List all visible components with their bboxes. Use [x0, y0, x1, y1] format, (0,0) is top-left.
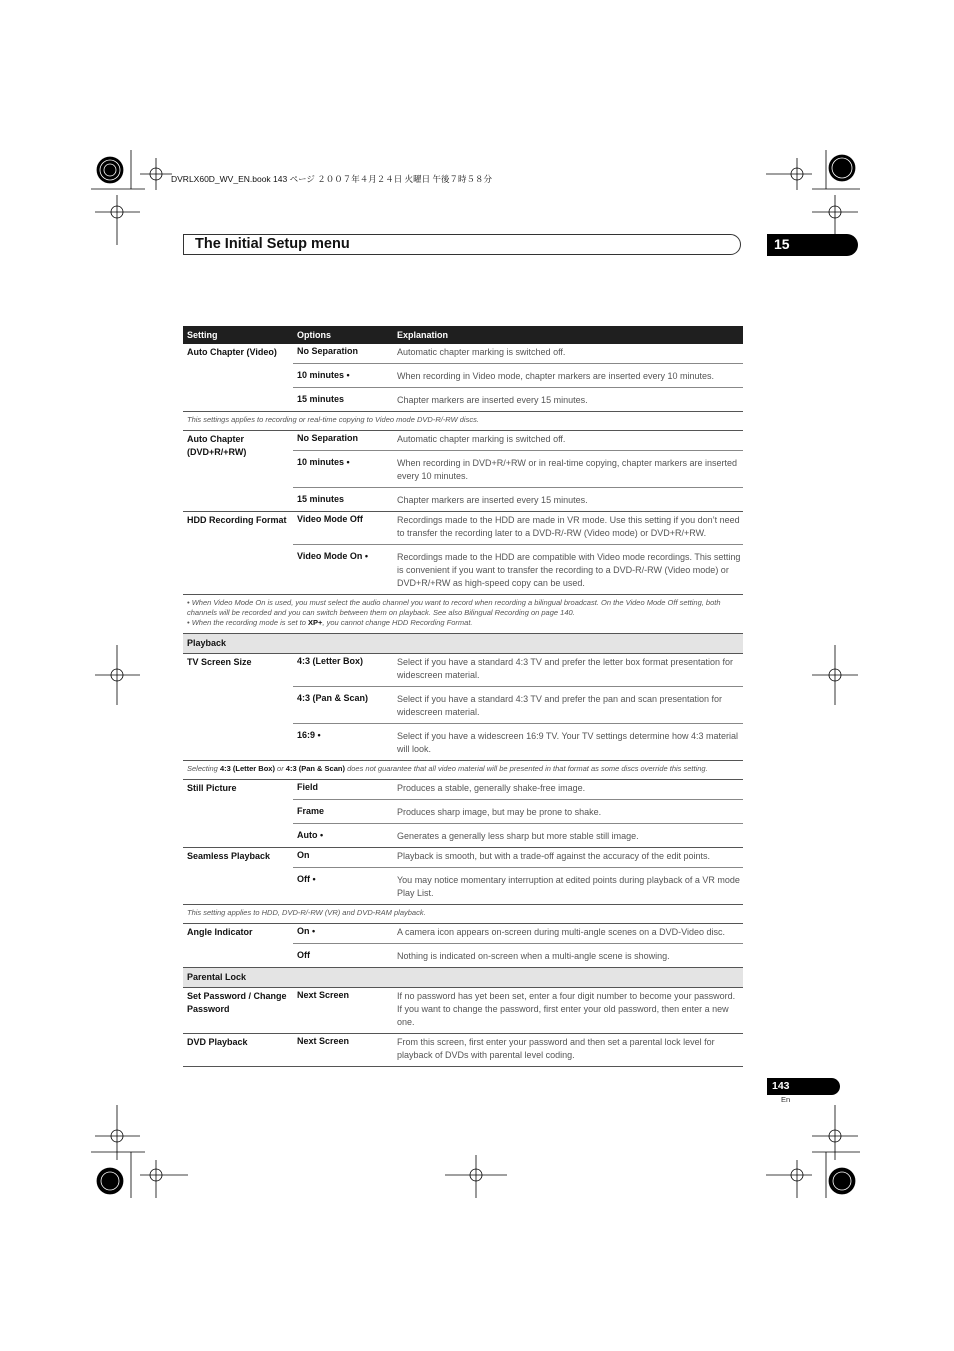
option-name: 10 minutes • [297, 370, 350, 380]
title-bar [183, 234, 741, 255]
option-row [293, 451, 743, 488]
setting-name: Seamless Playback [187, 851, 271, 861]
option-name: 4:3 (Letter Box) [297, 656, 364, 666]
chapter-tab [767, 234, 858, 256]
setting-name: Set Password / Change Password [187, 991, 287, 1014]
options-list [293, 1034, 743, 1066]
option-explanation: Produces a stable, generally shake-free image. [397, 783, 586, 793]
option-row [293, 344, 743, 364]
option-row [293, 431, 743, 451]
option-name: Off • [297, 874, 316, 884]
page-language: En [781, 1095, 791, 1104]
option-explanation: Chapter markers are inserted every 15 minutes. [397, 395, 588, 405]
option-name: On [297, 850, 310, 860]
option-row [293, 364, 743, 388]
option-name: Video Mode Off [297, 514, 363, 524]
option-row [293, 988, 743, 1033]
option-row [293, 924, 743, 944]
setting-group [183, 1034, 743, 1067]
option-row [293, 824, 743, 847]
option-name: On • [297, 926, 316, 936]
option-row [293, 868, 743, 904]
setting-group [183, 654, 743, 761]
note-emphasis: 4:3 (Letter Box) [219, 764, 275, 773]
note-emphasis: 4:3 (Pan & Scan) [285, 764, 345, 773]
option-explanation: Automatic chapter marking is switched off. [397, 434, 566, 444]
option-name: 4:3 (Pan & Scan) [297, 693, 369, 703]
option-explanation: If no password has yet been set, enter a four digit number to become your password. If you want to change the password, first enter your old password, then enter a new one. [397, 991, 736, 1027]
table-note [183, 761, 743, 780]
setting-group [183, 512, 743, 595]
option-row [293, 780, 743, 800]
option-name: Auto • [297, 830, 324, 840]
option-explanation: Chapter markers are inserted every 15 minutes. [397, 495, 588, 505]
option-name: Frame [297, 806, 325, 816]
option-name: Next Screen [297, 1036, 350, 1046]
setting-name: DVD Playback [187, 1037, 248, 1047]
note-line [187, 618, 739, 628]
table-note: This settings applies to recording or real-time copying to Video mode DVD-R/-RW discs. [183, 412, 743, 431]
option-name: 15 minutes [297, 494, 345, 504]
option-name: No Separation [297, 433, 359, 443]
option-explanation: Select if you have a standard 4:3 TV and prefer the pan and scan presentation for widescreen material. [397, 694, 723, 717]
options-list [293, 924, 743, 967]
option-explanation: Recordings made to the HDD are made in VR mode. Use this setting if you don’t need to transfer the recording later to a DVD-R/-RW (Video mode) or DVD+R/+RW. [397, 515, 740, 538]
setting-name: Auto Chapter (Video) [187, 347, 277, 357]
book-header: DVRLX60D_WV_EN.book 143 ページ ２００７年４月２４日 火曜日 午後７時５８分 [171, 174, 493, 184]
option-row [293, 654, 743, 687]
option-name: Off [297, 950, 310, 960]
option-row [293, 687, 743, 724]
option-explanation: Select if you have a standard 4:3 TV and prefer the letter box format presentation for widescreen material. [397, 657, 734, 680]
setting-group [183, 924, 743, 968]
page-tab [767, 1078, 840, 1095]
options-list [293, 848, 743, 904]
option-name: Field [297, 782, 319, 792]
options-list [293, 654, 743, 760]
option-explanation: Recordings made to the HDD are compatible with Video mode recordings. This setting is convenient if you want to transfer the recording to a DVD-R/-RW (Video mode) or DVD+R/+RW as high-speed copy can be used. [397, 552, 741, 588]
option-row [293, 512, 743, 545]
section-heading: Parental Lock [183, 968, 743, 988]
header-options: Options [297, 330, 331, 340]
option-name: 10 minutes • [297, 457, 350, 467]
options-list [293, 780, 743, 847]
note-text: does not guarantee that all video material will be presented in that format as some discs override this setting. [344, 764, 708, 773]
note-text: , you cannot change HDD Recording Format. [322, 618, 473, 627]
setting-name: Still Picture [187, 783, 237, 793]
note-text: • When the recording mode is set to [187, 618, 309, 627]
setting-group [183, 780, 743, 848]
option-explanation: Automatic chapter marking is switched off. [397, 347, 566, 357]
option-explanation: Playback is smooth, but with a trade-off against the accuracy of the edit points. [397, 851, 711, 861]
options-list [293, 431, 743, 511]
setting-group [183, 848, 743, 905]
options-list [293, 344, 743, 411]
setting-group [183, 344, 743, 412]
option-name: 15 minutes [297, 394, 345, 404]
option-row [293, 545, 743, 594]
setting-name: Auto Chapter (DVD+R/+RW) [187, 434, 247, 457]
header-setting: Setting [187, 330, 218, 340]
note-text: or [274, 764, 286, 773]
option-explanation: Produces sharp image, but may be prone to shake. [397, 807, 602, 817]
option-explanation: Generates a generally less sharp but more stable still image. [397, 831, 639, 841]
header-explanation: Explanation [397, 330, 449, 340]
setting-name: HDD Recording Format [187, 515, 287, 525]
section-heading: Playback [183, 634, 743, 654]
option-row [293, 1034, 743, 1066]
page-number: 143 [772, 1080, 790, 1092]
table-note [183, 595, 743, 634]
option-row [293, 724, 743, 760]
setting-group [183, 988, 743, 1034]
option-explanation: Nothing is indicated on-screen when a multi-angle scene is showing. [397, 951, 670, 961]
chapter-number: 15 [774, 236, 790, 252]
option-explanation: From this screen, first enter your password and then set a parental lock level for playback of DVDs with parental level coding. [397, 1037, 715, 1060]
note-line: • When Video Mode On is used, you must select the audio channel you want to record when recording a bilingual broadcast. On the Video Mode Off setting, both channels will be recorded and you can switch between them on playback. See also Bilingual Recording on page 140. [187, 598, 721, 617]
option-row [293, 848, 743, 868]
option-explanation: When recording in Video mode, chapter markers are inserted every 10 minutes. [397, 371, 714, 381]
option-row [293, 388, 743, 411]
setting-name: Angle Indicator [187, 927, 253, 937]
option-explanation: A camera icon appears on-screen during multi-angle scenes on a DVD-Video disc. [397, 927, 726, 937]
option-name: 16:9 • [297, 730, 321, 740]
option-explanation: When recording in DVD+R/+RW or in real-time copying, chapter markers are inserted every 10 minutes. [397, 458, 737, 481]
option-name: Video Mode On • [297, 551, 368, 561]
note-emphasis: XP+ [308, 618, 323, 627]
option-row [293, 944, 743, 967]
option-name: Next Screen [297, 990, 350, 1000]
option-name: No Separation [297, 346, 359, 356]
table-header [183, 326, 743, 344]
setting-name: TV Screen Size [187, 657, 252, 667]
option-row [293, 488, 743, 511]
options-list [293, 512, 743, 594]
option-explanation: Select if you have a widescreen 16:9 TV. Your TV settings determine how 4:3 material will look. [397, 731, 739, 754]
note-text: Selecting [187, 764, 220, 773]
option-explanation: You may notice momentary interruption at edited points during playback of a VR mode Play List. [397, 875, 740, 898]
table-body [183, 344, 743, 1067]
table-note: This setting applies to HDD, DVD-R/-RW (VR) and DVD-RAM playback. [183, 905, 743, 924]
settings-table [183, 326, 743, 1067]
options-list [293, 988, 743, 1033]
page-title: The Initial Setup menu [195, 236, 350, 252]
setting-group [183, 431, 743, 512]
option-row [293, 800, 743, 824]
